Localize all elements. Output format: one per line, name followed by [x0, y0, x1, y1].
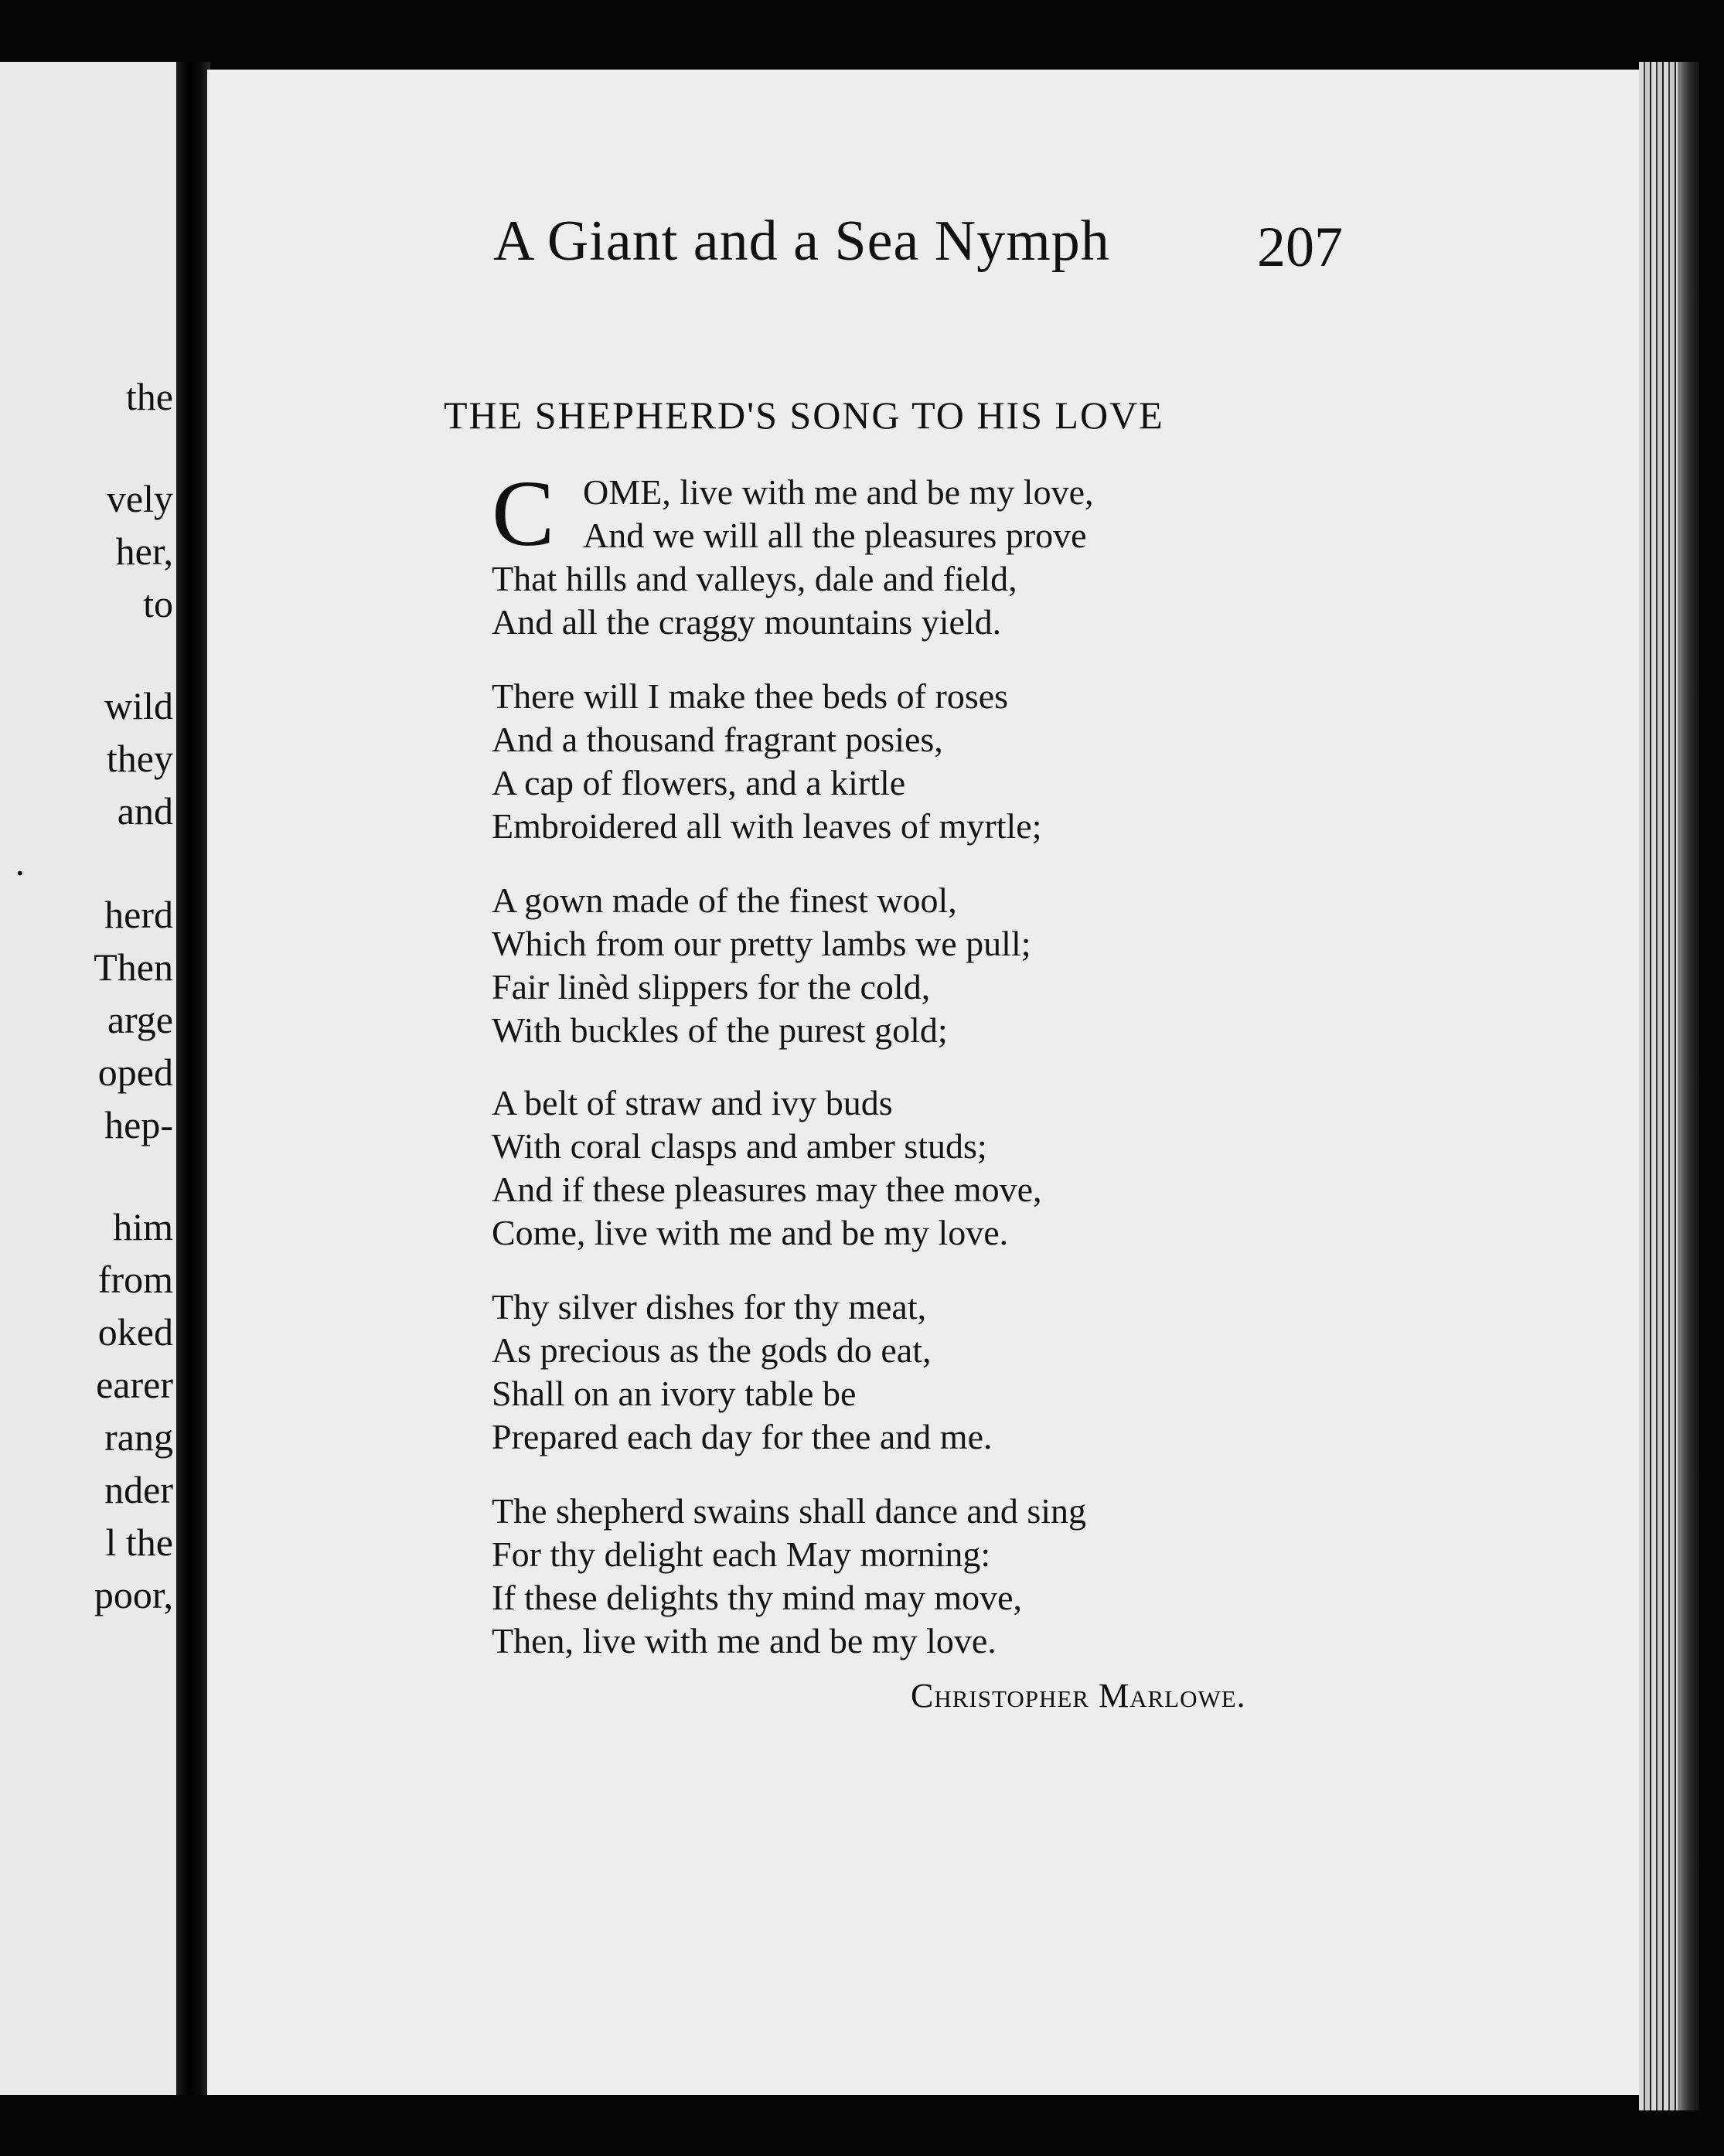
poem-line: Thy silver dishes for thy meat,	[492, 1287, 927, 1327]
running-head: A Giant and a Sea Nymph	[493, 209, 1110, 273]
left-page-fragment: him	[113, 1205, 173, 1248]
poem-line: For thy delight each May morning:	[492, 1534, 991, 1574]
poem-line: A cap of flowers, and a kirtle	[492, 763, 906, 802]
poem-line: As precious as the gods do eat,	[492, 1330, 932, 1370]
poem-line: If these delights thy mind may move,	[492, 1578, 1023, 1617]
page-number: 207	[1257, 216, 1343, 279]
poem-line: Prepared each day for thee and me.	[492, 1417, 993, 1456]
book-gutter	[176, 62, 210, 2095]
page-edges-shadow	[1678, 62, 1699, 2110]
left-page-fragment: arge	[107, 998, 173, 1041]
left-page-fragment: rang	[104, 1415, 173, 1459]
left-page-fragment: Then	[94, 945, 173, 989]
left-page-fragment: her,	[115, 530, 173, 573]
poem-line: OME, live with me and be my love,	[583, 472, 1094, 512]
poem-line: And all the craggy mountains yield.	[492, 602, 1002, 642]
left-page-fragment: wild	[104, 684, 173, 727]
poem-line: And we will all the pleasures prove	[583, 516, 1087, 555]
poem-attribution: Christopher Marlowe.	[911, 1677, 1246, 1715]
left-page-fragment: and	[117, 789, 173, 833]
poem-line: A belt of straw and ivy buds	[492, 1083, 893, 1122]
left-page-fragment: l the	[105, 1521, 173, 1564]
poem-line: And a thousand fragrant posies,	[492, 720, 943, 759]
poem-line: Which from our pretty lambs we pull;	[492, 924, 1031, 963]
poem-line: With buckles of the purest gold;	[492, 1010, 948, 1050]
poem-line: Fair linèd slippers for the cold,	[492, 967, 931, 1006]
left-page-fragment: from	[97, 1258, 173, 1301]
left-page-fragment: hep-	[104, 1103, 173, 1146]
left-page-fragment: earer	[96, 1363, 173, 1406]
poem-line: Embroidered all with leaves of myrtle;	[492, 806, 1042, 846]
book-page	[207, 70, 1653, 2095]
left-page-fragment: nder	[104, 1468, 173, 1511]
left-page-fragment: oked	[97, 1310, 173, 1354]
left-page-fragment: herd	[104, 893, 173, 936]
poem-line: With coral clasps and amber studs;	[492, 1126, 987, 1166]
poem-line: A gown made of the finest wool,	[492, 880, 957, 920]
left-page-fragment: .	[15, 840, 25, 884]
poem-line: And if these pleasures may thee move,	[492, 1170, 1042, 1209]
poem-line: That hills and valleys, dale and field,	[492, 559, 1017, 598]
poem-line: Come, live with me and be my love.	[492, 1213, 1009, 1252]
drop-cap: C	[492, 462, 555, 566]
left-page-fragment: vely	[106, 477, 173, 520]
left-page-fragment: poor,	[94, 1573, 173, 1616]
poem-line: Then, live with me and be my love.	[492, 1621, 997, 1660]
poem-line: There will I make thee beds of roses	[492, 676, 1009, 716]
facing-page-left	[0, 62, 179, 2095]
left-page-fragment: to	[143, 582, 173, 625]
poem-title: THE SHEPHERD'S SONG TO HIS LOVE	[444, 393, 1164, 437]
left-page-fragment: the	[125, 375, 173, 418]
left-page-fragment: oped	[97, 1051, 173, 1094]
poem-line: Shall on an ivory table be	[492, 1374, 857, 1413]
poem-line: The shepherd swains shall dance and sing	[492, 1491, 1087, 1531]
left-page-fragment: they	[106, 737, 173, 780]
